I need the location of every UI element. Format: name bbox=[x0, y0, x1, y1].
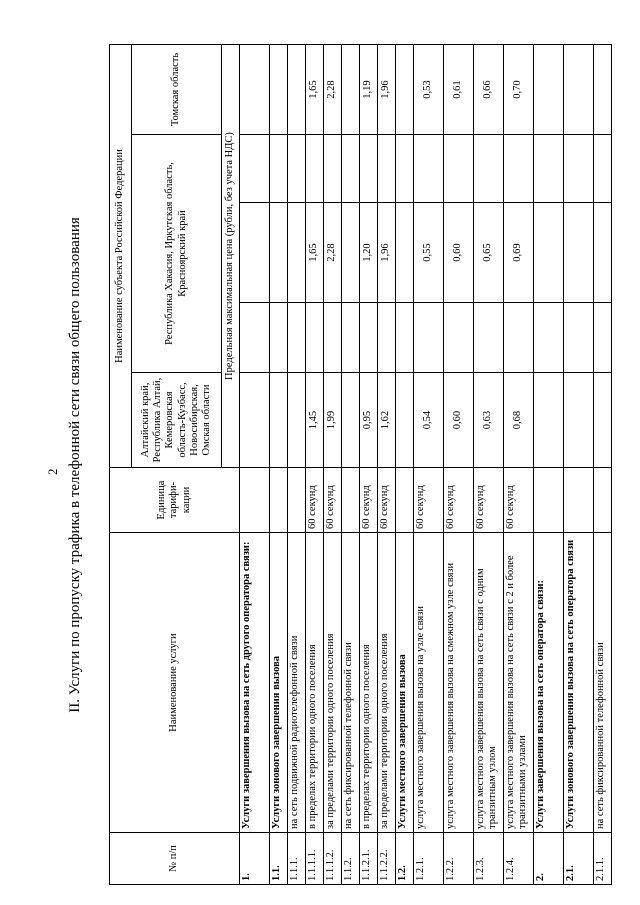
row-service: за пределами территории одного поселения bbox=[378, 533, 396, 833]
row-spacer-a bbox=[474, 303, 504, 373]
table-row bbox=[378, 45, 396, 885]
row-value-region-2 bbox=[288, 203, 306, 303]
row-value-region-3: 1,96 bbox=[378, 45, 396, 135]
row-service: на сеть фиксированной телефонной связи bbox=[342, 533, 360, 833]
row-unit bbox=[564, 468, 594, 533]
table-row bbox=[324, 45, 342, 885]
row-value-region-1: 0,68 bbox=[504, 373, 534, 468]
table-row bbox=[342, 45, 360, 885]
row-value-region-3: 0,66 bbox=[474, 45, 504, 135]
row-unit: 60 секунд bbox=[306, 468, 324, 533]
header-price-note: Предельная максимальная цена (рубли, без учета НДС) bbox=[222, 45, 240, 468]
row-spacer-a bbox=[534, 303, 564, 373]
row-service: услуга местного завершения вызова на сеть связи с одним транзитным узлом bbox=[474, 533, 504, 833]
row-value-region-2 bbox=[240, 203, 270, 303]
row-value-region-1: 0,60 bbox=[444, 373, 474, 468]
row-value-region-3: 1,65 bbox=[306, 45, 324, 135]
row-number: 1.1.2. bbox=[342, 833, 360, 885]
page-number: 2 bbox=[45, 468, 60, 475]
row-spacer-a bbox=[444, 303, 474, 373]
row-value-region-3: 0,61 bbox=[444, 45, 474, 135]
row-value-region-1: 0,54 bbox=[414, 373, 444, 468]
row-spacer-b bbox=[414, 135, 444, 203]
row-value-region-1 bbox=[564, 373, 594, 468]
row-value-region-1 bbox=[270, 373, 288, 468]
row-spacer-b bbox=[594, 135, 612, 203]
row-service: Услуги завершения вызова на сеть оператора связи: bbox=[534, 533, 564, 833]
row-number: 1.2.1. bbox=[414, 833, 444, 885]
row-spacer-b bbox=[396, 135, 414, 203]
row-spacer-b bbox=[474, 135, 504, 203]
row-value-region-2: 0,65 bbox=[474, 203, 504, 303]
row-value-region-3 bbox=[594, 45, 612, 135]
row-spacer-a bbox=[288, 303, 306, 373]
table-row bbox=[360, 45, 378, 885]
row-number: 1.2.4. bbox=[504, 833, 534, 885]
row-number: 1.2.2. bbox=[444, 833, 474, 885]
row-value-region-1 bbox=[288, 373, 306, 468]
row-service: на сеть подвижной радиотелефонной связи bbox=[288, 533, 306, 833]
row-value-region-3 bbox=[288, 45, 306, 135]
row-spacer-a bbox=[564, 303, 594, 373]
tariff-table bbox=[109, 44, 612, 885]
table-row bbox=[414, 45, 444, 885]
row-unit bbox=[270, 468, 288, 533]
row-value-region-2 bbox=[396, 203, 414, 303]
row-value-region-1: 1,99 bbox=[324, 373, 342, 468]
table-row bbox=[474, 45, 504, 885]
row-spacer-a bbox=[504, 303, 534, 373]
row-spacer-a bbox=[396, 303, 414, 373]
row-value-region-3: 2,28 bbox=[324, 45, 342, 135]
row-unit bbox=[240, 468, 270, 533]
row-spacer-b bbox=[378, 135, 396, 203]
row-service: Услуги завершения вызова на сеть другого оператора связи: bbox=[240, 533, 270, 833]
header-subject-group: Наименование субъекта Российской Федерации bbox=[110, 45, 132, 468]
row-value-region-2: 0,55 bbox=[414, 203, 444, 303]
row-unit: 60 секунд bbox=[360, 468, 378, 533]
row-unit: 60 секунд bbox=[504, 468, 534, 533]
row-spacer-b bbox=[504, 135, 534, 203]
row-number: 1.2. bbox=[396, 833, 414, 885]
row-value-region-3 bbox=[342, 45, 360, 135]
table-row bbox=[288, 45, 306, 885]
row-unit bbox=[594, 468, 612, 533]
page-title: II. Услуги по пропуску трафика в телефонной сети связи общего пользования bbox=[67, 217, 83, 713]
row-value-region-2: 0,60 bbox=[444, 203, 474, 303]
header-number: № п/п bbox=[110, 833, 240, 885]
row-value-region-3: 1,19 bbox=[360, 45, 378, 135]
row-value-region-3 bbox=[534, 45, 564, 135]
row-value-region-1: 1,45 bbox=[306, 373, 324, 468]
row-value-region-3: 0,53 bbox=[414, 45, 444, 135]
row-service: в пределах территории одного поселения bbox=[306, 533, 324, 833]
row-service: Услуги зонового завершения вызова на сеть оператора связи bbox=[564, 533, 594, 833]
row-spacer-b bbox=[288, 135, 306, 203]
row-spacer-a bbox=[306, 303, 324, 373]
row-spacer-a bbox=[240, 303, 270, 373]
header-region-2: Республика Хакасия, Иркутская область, Красноярский край bbox=[132, 135, 222, 373]
row-value-region-1 bbox=[534, 373, 564, 468]
row-value-region-2 bbox=[564, 203, 594, 303]
row-value-region-1 bbox=[240, 373, 270, 468]
row-value-region-1: 0,63 bbox=[474, 373, 504, 468]
row-value-region-1 bbox=[396, 373, 414, 468]
row-value-region-1: 1,62 bbox=[378, 373, 396, 468]
table-row bbox=[270, 45, 288, 885]
table-body bbox=[240, 45, 612, 885]
row-spacer-b bbox=[270, 135, 288, 203]
row-service: услуга местного завершения вызова на узле связи bbox=[414, 533, 444, 833]
row-number: 1.1.2.1. bbox=[360, 833, 378, 885]
row-service: в пределах территории одного поселения bbox=[360, 533, 378, 833]
row-spacer-b bbox=[534, 135, 564, 203]
row-value-region-1: 0,95 bbox=[360, 373, 378, 468]
row-spacer-b bbox=[342, 135, 360, 203]
row-value-region-1 bbox=[342, 373, 360, 468]
row-service: услуга местного завершения вызова на смежном узле связи bbox=[444, 533, 474, 833]
row-spacer-a bbox=[414, 303, 444, 373]
row-value-region-2: 1,96 bbox=[378, 203, 396, 303]
row-number: 2.1. bbox=[564, 833, 594, 885]
row-service: на сеть фиксированной телефонной связи bbox=[594, 533, 612, 833]
row-unit: 60 секунд bbox=[378, 468, 396, 533]
table-row bbox=[444, 45, 474, 885]
row-service: услуга местного завершения вызова на сеть связи с 2 и более транзитными узлами bbox=[504, 533, 534, 833]
row-service: Услуги местного завершения вызова bbox=[396, 533, 414, 833]
rotated-page bbox=[35, 45, 615, 885]
table-row bbox=[306, 45, 324, 885]
row-spacer-b bbox=[360, 135, 378, 203]
row-value-region-2 bbox=[594, 203, 612, 303]
row-value-region-2: 1,20 bbox=[360, 203, 378, 303]
row-spacer-a bbox=[378, 303, 396, 373]
row-value-region-3 bbox=[270, 45, 288, 135]
row-value-region-3 bbox=[564, 45, 594, 135]
row-unit bbox=[288, 468, 306, 533]
row-value-region-2: 2,28 bbox=[324, 203, 342, 303]
row-unit bbox=[396, 468, 414, 533]
row-value-region-3: 0,70 bbox=[504, 45, 534, 135]
row-unit: 60 секунд bbox=[444, 468, 474, 533]
row-number: 2. bbox=[534, 833, 564, 885]
header-unit: Единица тарифи-кации bbox=[110, 468, 240, 533]
row-value-region-2 bbox=[342, 203, 360, 303]
row-number: 1.1.2.2. bbox=[378, 833, 396, 885]
row-spacer-a bbox=[324, 303, 342, 373]
row-unit: 60 секунд bbox=[414, 468, 444, 533]
row-value-region-3 bbox=[396, 45, 414, 135]
row-spacer-b bbox=[306, 135, 324, 203]
row-value-region-2 bbox=[534, 203, 564, 303]
row-number: 1.1. bbox=[270, 833, 288, 885]
row-number: 1.1.1. bbox=[288, 833, 306, 885]
row-number: 1.1.1.2. bbox=[324, 833, 342, 885]
row-service: Услуги зонового завершения вызова bbox=[270, 533, 288, 833]
table-row bbox=[396, 45, 414, 885]
row-value-region-3 bbox=[240, 45, 270, 135]
row-unit: 60 секунд bbox=[324, 468, 342, 533]
row-spacer-b bbox=[240, 135, 270, 203]
table-row bbox=[594, 45, 612, 885]
header-region-3: Томская область bbox=[132, 45, 222, 135]
row-unit bbox=[534, 468, 564, 533]
table-row bbox=[534, 45, 564, 885]
row-unit bbox=[342, 468, 360, 533]
row-number: 1.2.3. bbox=[474, 833, 504, 885]
row-spacer-a bbox=[360, 303, 378, 373]
row-service: за пределами территории одного поселения bbox=[324, 533, 342, 833]
row-value-region-1 bbox=[594, 373, 612, 468]
row-spacer-a bbox=[594, 303, 612, 373]
row-number: 1.1.1.1. bbox=[306, 833, 324, 885]
row-spacer-a bbox=[270, 303, 288, 373]
header-region-1: Алтайский край, Республика Алтай, Кемеровская область-Кузбасс, Новосибирская, Омская области bbox=[132, 373, 222, 468]
row-value-region-2: 1,65 bbox=[306, 203, 324, 303]
row-unit: 60 секунд bbox=[474, 468, 504, 533]
row-spacer-b bbox=[564, 135, 594, 203]
table-row bbox=[564, 45, 594, 885]
row-spacer-b bbox=[444, 135, 474, 203]
row-number: 2.1.1. bbox=[594, 833, 612, 885]
row-value-region-2 bbox=[270, 203, 288, 303]
row-value-region-2: 0,69 bbox=[504, 203, 534, 303]
header-service: Наименование услуги bbox=[110, 533, 240, 833]
table-row bbox=[504, 45, 534, 885]
row-spacer-a bbox=[342, 303, 360, 373]
table-row bbox=[240, 45, 270, 885]
row-number: 1. bbox=[240, 833, 270, 885]
row-spacer-b bbox=[324, 135, 342, 203]
